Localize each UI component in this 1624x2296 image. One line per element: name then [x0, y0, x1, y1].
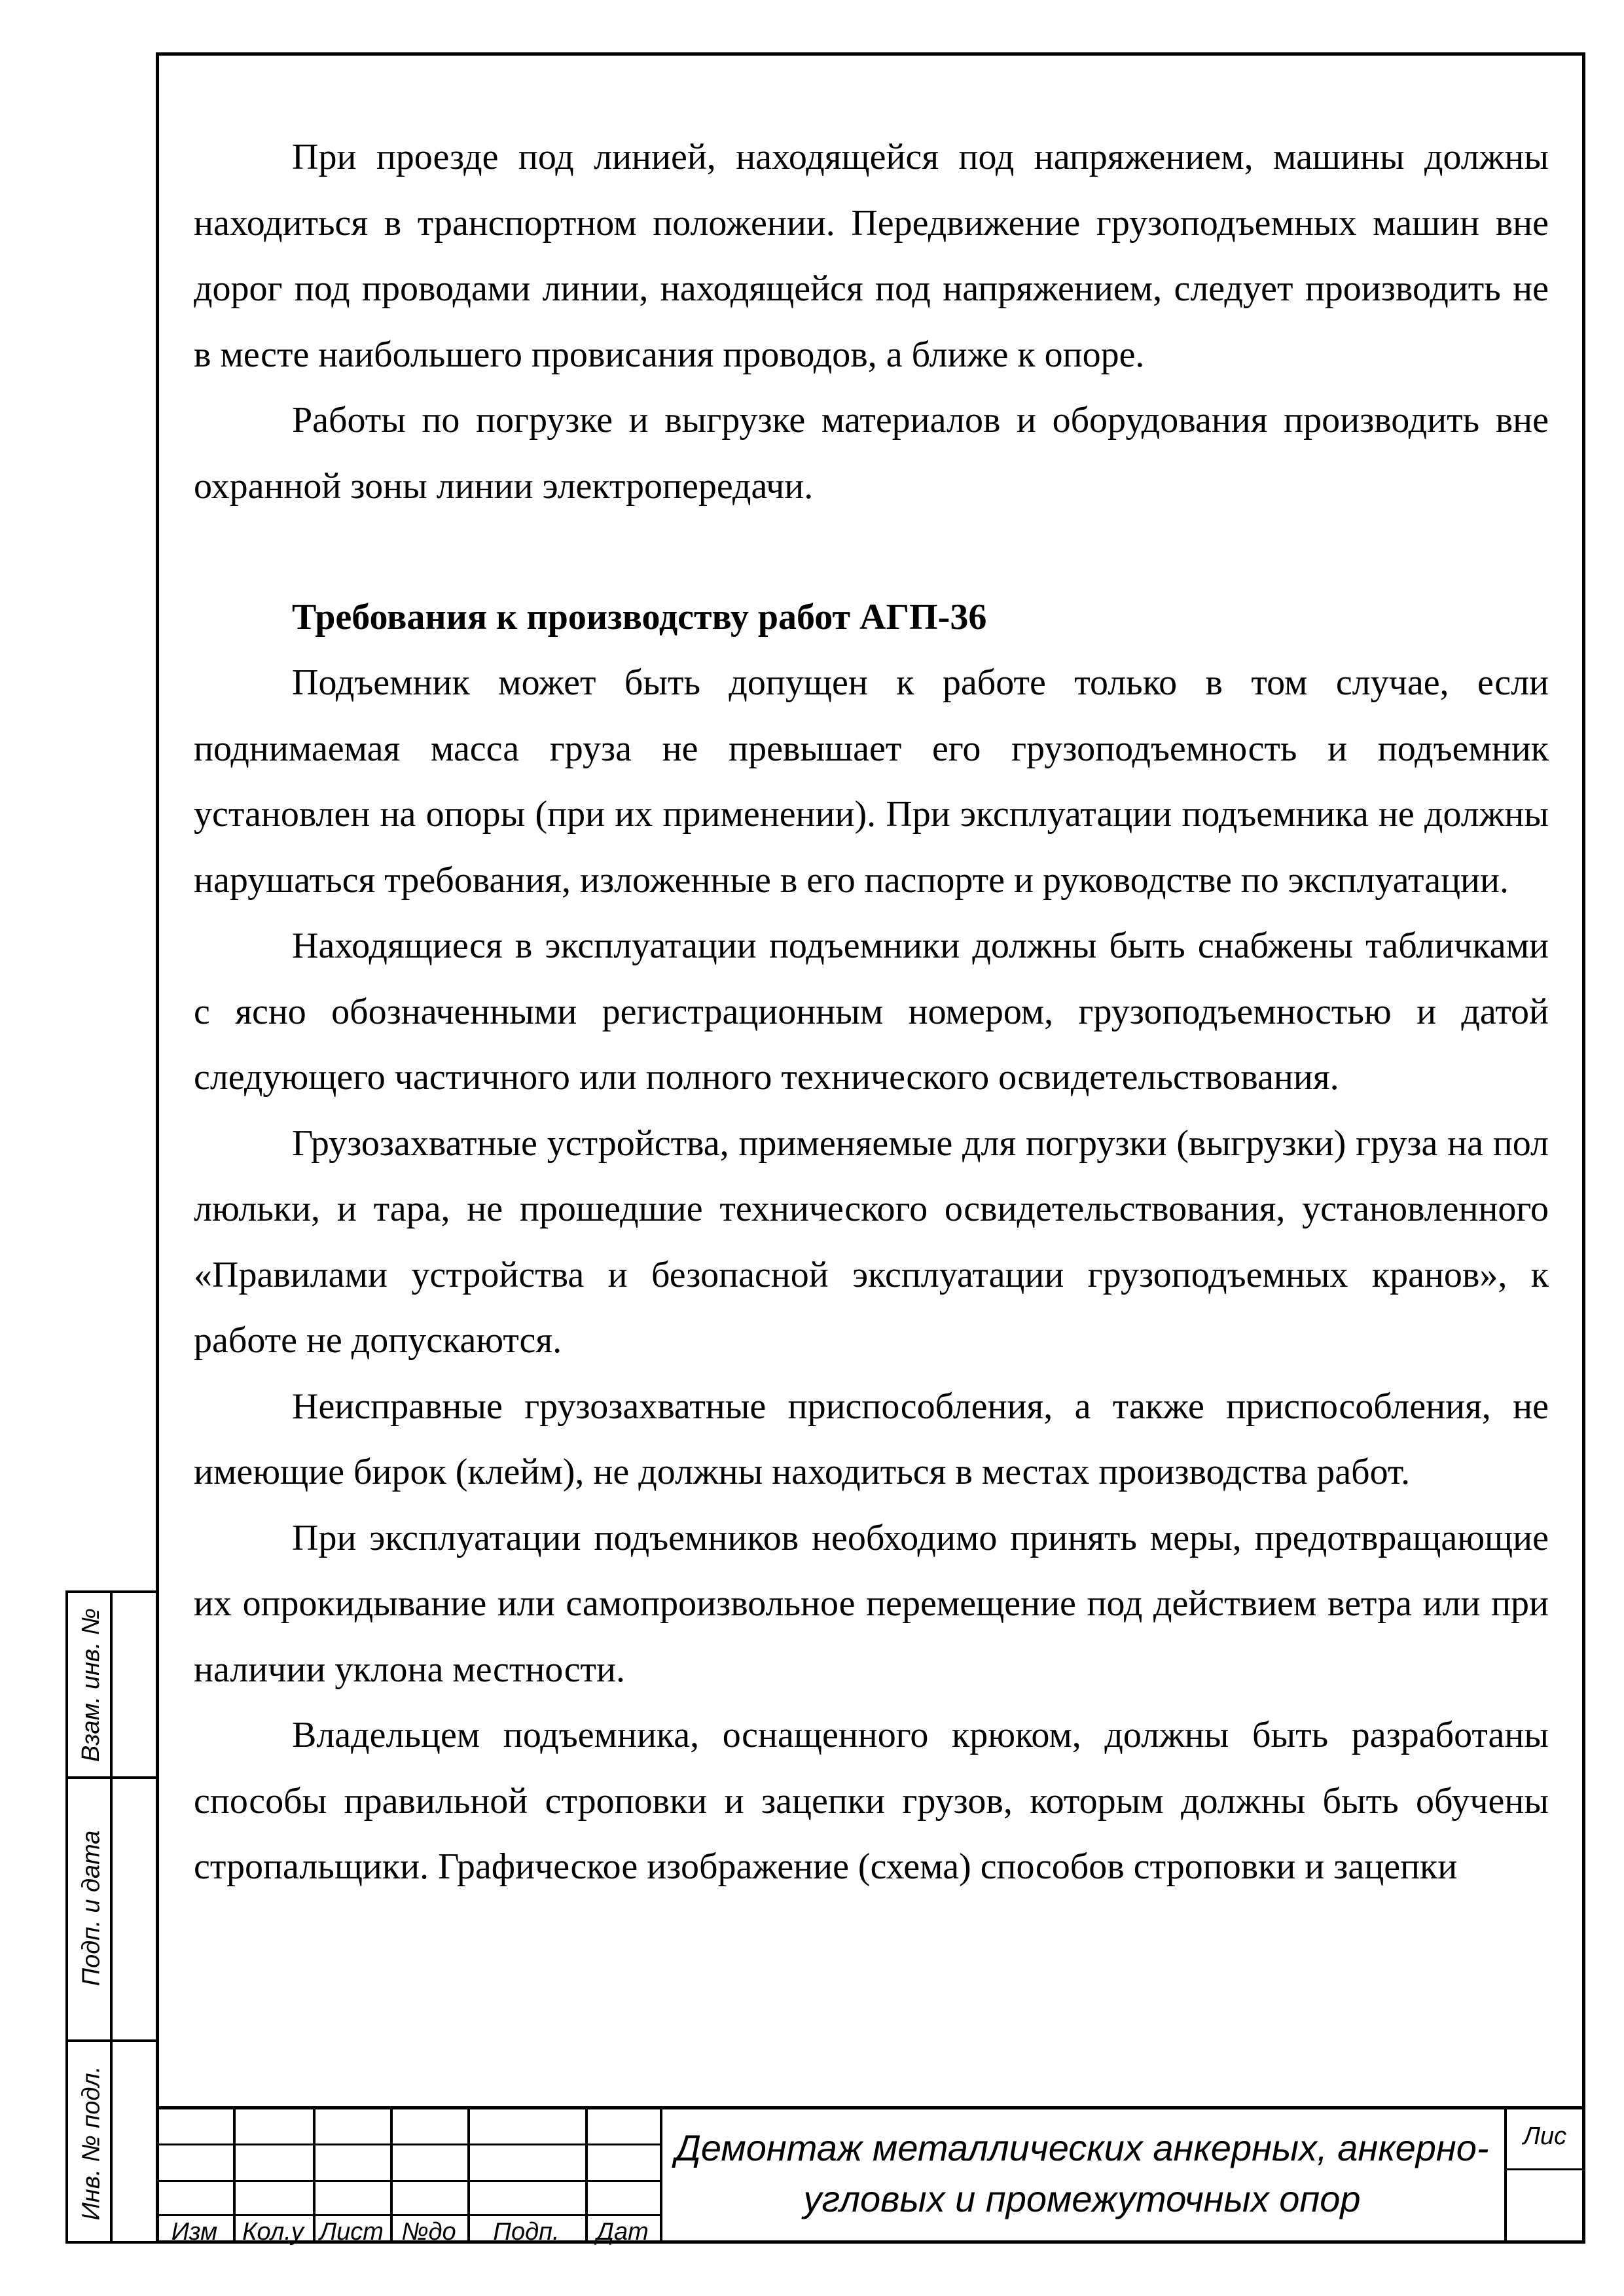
inv-podl-label: Инв. № подл.: [77, 2066, 105, 2220]
title-block-row-line: [156, 2214, 660, 2216]
document-title-line-1: Демонтаж металлических анкерных, анкерно-: [675, 2127, 1489, 2168]
kolu-header: Кол.у: [242, 2218, 304, 2246]
section-heading: Требования к производству работ АГП-36: [292, 597, 987, 637]
vzam-inv-label: Взам. инв. №: [77, 1607, 105, 1762]
paragraph-4: Находящиеся в эксплуатации подъемники должны быть снабжены табличками с ясно обозначенными регистрационным номером, грузоподъемностью и датой следующего частичного или полного технического освидетельствования.: [194, 925, 1549, 1098]
spacer: [194, 519, 1549, 584]
document-title: [660, 2123, 1504, 2225]
title-block-row-line: [156, 2144, 660, 2145]
title-block: [156, 2106, 1585, 2244]
document-body: [194, 124, 1549, 1900]
paragraph-3: Подъемник может быть допущен к работе только в том случае, если поднимаемая масса груза не превышает его грузоподъемность и подъемник установлен на опоры (при их применении). При эксплуатации подъемника не должны нарушаться требования, изложенные в его паспорте и руководстве по эксплуатации.: [194, 662, 1549, 901]
paragraph-6: Неисправные грузозахватные приспособления, а также приспособления, не имеющие бирок (клейм), не должны находиться в местах производства работ.: [194, 1386, 1549, 1492]
paragraph-1: При проезде под линией, находящейся под напряжением, машины должны находиться в транспортном положении. Передвижение грузоподъемных машин вне дорог под проводами линии, находящейся под напряжением, следует производить не в месте наибольшего провисания проводов, а ближе к опоре.: [194, 137, 1549, 375]
podp-header: Подп.: [493, 2218, 560, 2246]
ndoc-header: №до: [401, 2218, 456, 2246]
izm-header: Изм: [171, 2218, 218, 2246]
sheet-label: Лис: [1523, 2123, 1567, 2150]
list-header: Лист: [319, 2218, 384, 2246]
document-title-line-2: угловых и промежуточных опор: [803, 2178, 1361, 2219]
date-header: Дат: [596, 2218, 649, 2246]
paragraph-2: Работы по погрузке и выгрузке материалов и оборудования производить вне охранной зоны линии электропередачи.: [194, 400, 1549, 507]
paragraph-7: При эксплуатации подъемников необходимо принять меры, предотвращающие их опрокидывание или самопроизвольное перемещение под действием ветра или при наличии уклона местности.: [194, 1517, 1549, 1690]
paragraph-8: Владельцем подъемника, оснащенного крюком, должны быть разработаны способы правильной строповки и зацепки грузов, которым должны быть обучены стропальщики. Графическое изображение (схема) способов строповки и зацепки: [194, 1715, 1549, 1887]
title-block-row-line: [156, 2180, 660, 2182]
paragraph-5: Грузозахватные устройства, применяемые для погрузки (выгрузки) груза на пол люльки, и тара, не прошедшие технического освидетельствования, установленного «Правилами устройства и безопасной эксплуатации грузоподъемных кранов», к работе не допускаются.: [194, 1122, 1549, 1361]
podp-date-label: Подп. и дата: [77, 1830, 105, 1986]
side-stamp: [65, 1590, 159, 2244]
title-block-row-line: [1504, 2168, 1585, 2170]
